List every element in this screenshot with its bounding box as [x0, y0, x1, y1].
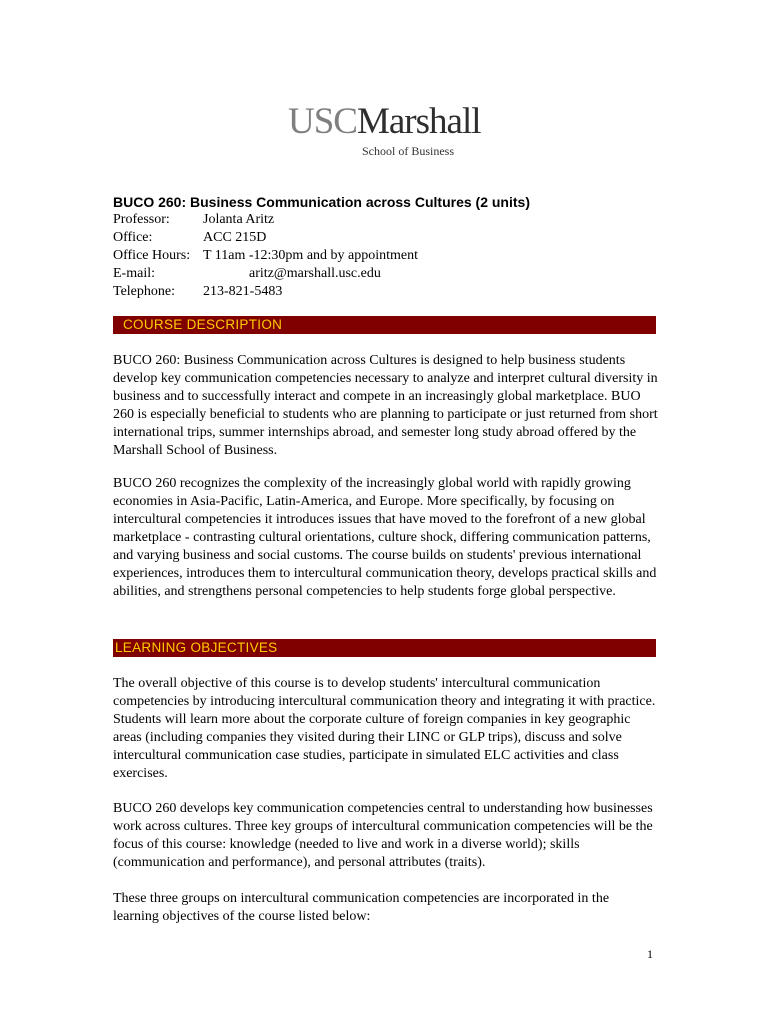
email-link[interactable]: aritz@marshall.usc.edu [249, 266, 381, 281]
learning-objectives-paragraph: These three groups on intercultural communication competencies are incorporated in the learning objectives of the course listed below: [113, 891, 610, 924]
learning-objectives-paragraph: The overall objective of this course is to develop students' intercultural communication competencies by introducing intercultural communication theory and integrating it with practice. Students will learn more about the corporate culture of foreign companies in key geographic areas (including companies they visited during their LINC or GLP trips), discuss and solve intercultural communication case studies, participate in simulated ELC activities and class exercises. [113, 676, 656, 781]
section-heading: LEARNING OBJECTIVES [115, 640, 278, 655]
learning-objectives-heading-bar [113, 639, 656, 657]
logo-subtitle: School of Business [362, 144, 455, 158]
info-label: Office: [113, 230, 153, 245]
course-title: BUCO 260: Business Communication across Cultures (2 units) [113, 194, 530, 210]
info-value: T 11am -12:30pm and by appointment [203, 248, 419, 263]
course-description-paragraph: BUCO 260: Business Communication across Cultures is designed to help business students develop key communication competencies necessary to analyze and interpret cultural diversity in business and to successfully interact and compete in an increasingly global marketplace. BUO 260 is especially beneficial to students who are planning to participate or just returned from short international trips, summer internships abroad, and semester long study abroad offered by the Marshall School of Business. [113, 353, 658, 458]
page-number: 1 [647, 947, 653, 961]
info-label: Professor: [113, 212, 170, 227]
info-value: 213-821-5483 [203, 284, 283, 299]
course-description-heading-bar [113, 316, 656, 334]
learning-objectives-paragraph: BUCO 260 develops key communication competencies central to understanding how businesses work across cultures. Three key groups of intercultural communication competencies will be the focus of this course: knowledge (needed to live and work in a diverse world); skills (communication and performance), and personal attributes (traits). [113, 801, 653, 870]
info-label: E-mail: [113, 266, 155, 281]
logo-usc-text: USC [288, 101, 357, 142]
info-value: ACC 215D [203, 230, 267, 245]
info-label: Office Hours: [113, 248, 191, 263]
course-description-paragraph: BUCO 260 recognizes the complexity of the increasingly global world with rapidly growing economies in Asia-Pacific, Latin-America, and Europe. More specifically, by focusing on intercultural competencies it introduces issues that have moved to the forefront of a new global marketplace - contrasting cultural orientations, culture shock, differing communication patterns, and varying business and social customs. The course builds on students' previous international experiences, introduces them to intercultural communication theory, develops practical skills and abilities, and strengthens personal competencies to help students forge global perspective. [113, 476, 657, 599]
info-label: Telephone: [113, 284, 175, 299]
logo-wordmark [288, 100, 481, 144]
usc-marshall-logo [280, 96, 494, 176]
section-heading: COURSE DESCRIPTION [123, 317, 283, 332]
logo-marshall-text: Marshall [356, 101, 481, 142]
info-value: Jolanta Aritz [203, 212, 275, 227]
